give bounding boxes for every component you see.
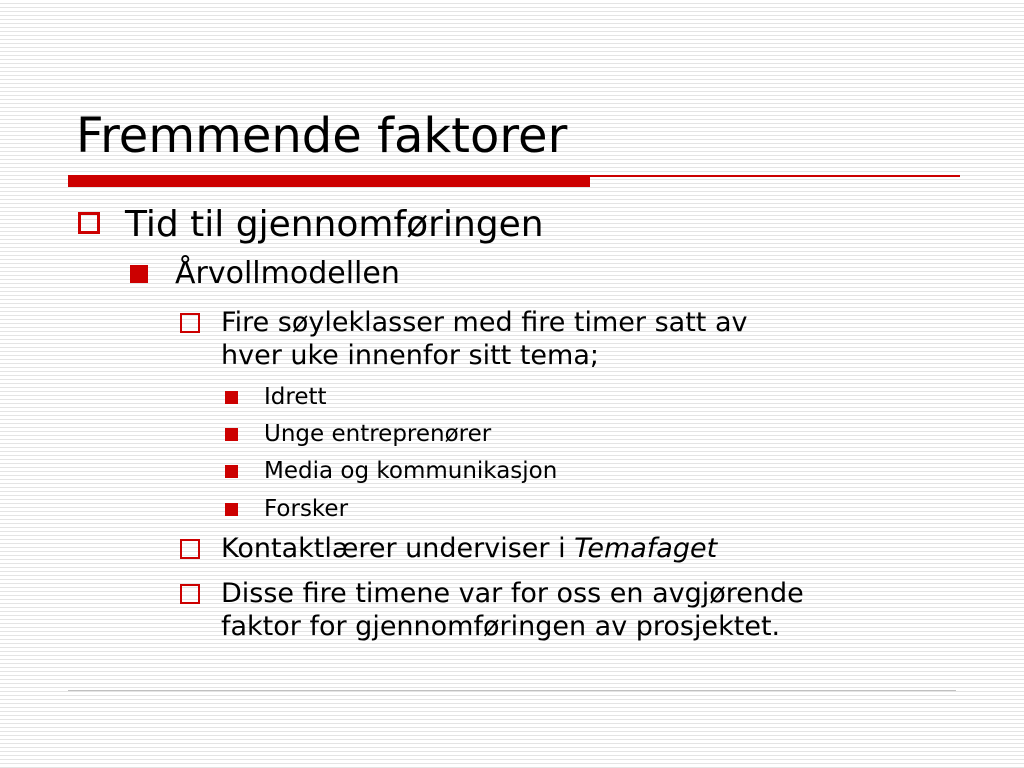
bullet-text: Tid til gjennomføringen	[125, 204, 544, 245]
bullet-level-2	[175, 256, 400, 292]
bullet-text-line-1: Disse fire timene var for oss en avgjørende	[221, 578, 804, 609]
bullet-text: Unge entreprenører	[264, 421, 492, 447]
hollow-square-icon	[180, 539, 200, 559]
bullet-level-3	[221, 532, 717, 565]
bullet-text: Media og kommunikasjon	[264, 458, 558, 484]
filled-square-icon	[225, 391, 238, 404]
title-underline-thick	[68, 175, 590, 187]
filled-square-icon	[225, 503, 238, 516]
bullet-level-3	[221, 306, 747, 372]
bullet-level-4	[264, 382, 327, 412]
hollow-square-icon	[180, 584, 200, 604]
bullet-text: Idrett	[264, 384, 327, 410]
bullet-text-line-2: hver uke innenfor sitt tema;	[221, 340, 599, 371]
bullet-text-line-2: faktor for gjennomføringen av prosjektet.	[221, 611, 781, 642]
bullet-level-3	[221, 577, 804, 643]
hollow-square-icon	[78, 212, 100, 234]
filled-square-icon	[225, 465, 238, 478]
bullet-text: Forsker	[264, 496, 349, 522]
filled-square-icon	[130, 265, 148, 283]
bullet-text-line-1: Fire søyleklasser med fire timer satt av	[221, 307, 748, 338]
bullet-level-4	[264, 456, 557, 486]
bullet-level-1	[125, 205, 544, 245]
hollow-square-icon	[180, 313, 200, 333]
bullet-text: Kontaktlærer underviser i	[221, 533, 575, 564]
title-underline-thin	[590, 175, 960, 177]
footer-rule	[68, 690, 956, 691]
bullet-emphasis: Temafaget	[574, 533, 718, 564]
slide-title: Fremmende faktorer	[76, 108, 568, 164]
filled-square-icon	[225, 428, 238, 441]
bullet-text: Årvollmodellen	[175, 256, 400, 291]
bullet-level-4	[264, 494, 348, 524]
bullet-level-4	[264, 419, 491, 449]
